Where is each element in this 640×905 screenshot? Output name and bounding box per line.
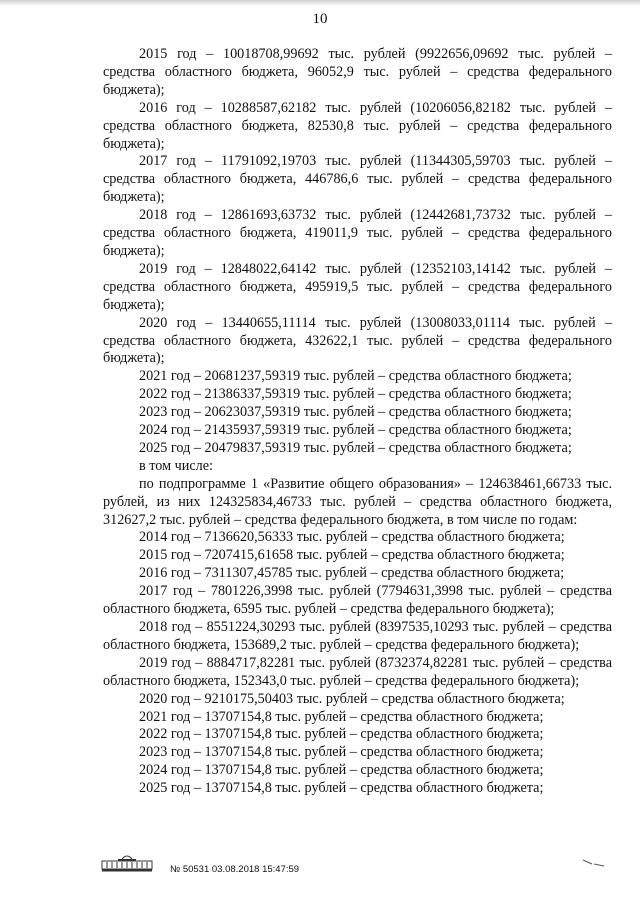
page-footer <box>0 838 640 898</box>
paragraph: 2016 год – 10288587,62182 тыс. рублей (10206056,82182 тыс. рублей – средства областного бюджета, 82530,8 тыс. рублей – средства федерального бюджета); <box>103 99 612 152</box>
paragraph: 2017 год – 11791092,19703 тыс. рублей (11344305,59703 тыс. рублей – средства областного бюджета, 446786,6 тыс. рублей – средства федерального бюджета); <box>103 153 612 206</box>
paragraph: 2018 год – 8551224,30293 тыс. рублей (8397535,10293 тыс. рублей – средства областного бюджета, 153689,2 тыс. рублей – средства федерального бюджета); <box>103 619 612 653</box>
paragraph: 2023 год – 20623037,59319 тыс. рублей – средства областного бюджета; <box>139 404 572 421</box>
registration-stamp: № 50531 03.08.2018 15:47:59 <box>170 864 300 875</box>
paragraph: 2017 год – 7801226,3998 тыс. рублей (7794631,3998 тыс. рублей – средства областного бюджета, 6595 тыс. рублей – средства федерального бюджета); <box>103 583 612 618</box>
paragraph: 2025 год – 20479837,59319 тыс. рублей – средства областного бюджета; <box>139 439 572 456</box>
paragraph: 2025 год – 13707154,8 тыс. рублей – средства областного бюджета; <box>139 780 544 797</box>
paragraph: 2022 год – 13707154,8 тыс. рублей – средства областного бюджета; <box>139 726 544 743</box>
scan-top-edge <box>0 0 640 6</box>
paragraph: по подпрограмме 1 «Развитие общего образования» – 124638461,66733 тыс. рублей, из них 124325834,46733 тыс. рублей – средства областного бюджета, 312627,2 тыс. рублей – средства федерального бюджета, в том числе по годам: <box>103 475 612 528</box>
paragraph: 2019 год – 12848022,64142 тыс. рублей (12352103,14142 тыс. рублей – средства областного бюджета, 495919,5 тыс. рублей – средства федерального бюджета); <box>103 260 612 313</box>
paragraph: 2024 год – 21435937,59319 тыс. рублей – средства областного бюджета; <box>139 422 572 439</box>
paragraph: 2020 год – 13440655,11114 тыс. рублей (13008033,01114 тыс. рублей – средства областного бюджета, 432622,1 тыс. рублей – средства федерального бюджета); <box>103 314 612 367</box>
paragraph: 2021 год – 13707154,8 тыс. рублей – средства областного бюджета; <box>139 708 544 725</box>
page-number: 10 <box>312 11 328 27</box>
paragraph: 2014 год – 7136620,56333 тыс. рублей – средства областного бюджета; <box>139 529 565 546</box>
paragraph: 2022 год – 21386337,59319 тыс. рублей – средства областного бюджета; <box>139 386 572 403</box>
pen-mark-icon <box>582 858 606 868</box>
paragraph: 2024 год – 13707154,8 тыс. рублей – средства областного бюджета; <box>139 762 544 779</box>
paragraph: 2021 год – 20681237,59319 тыс. рублей – средства областного бюджета; <box>139 368 572 385</box>
document-body <box>103 46 612 798</box>
paragraph: 2015 год – 7207415,61658 тыс. рублей – средства областного бюджета; <box>139 547 565 564</box>
paragraph: 2015 год – 10018708,99692 тыс. рублей (9922656,09692 тыс. рублей – средства областного бюджета, 96052,9 тыс. рублей – средства федерального бюджета); <box>103 46 612 98</box>
paragraph: в том числе: <box>139 457 213 474</box>
paragraph: 2016 год – 7311307,45785 тыс. рублей – средства областного бюджета; <box>139 565 565 582</box>
paragraph: 2020 год – 9210175,50403 тыс. рублей – средства областного бюджета; <box>139 690 565 707</box>
paragraph: 2018 год – 12861693,63732 тыс. рублей (12442681,73732 тыс. рублей – средства областного бюджета, 419011,9 тыс. рублей – средства федерального бюджета); <box>103 207 612 259</box>
building-seal-icon <box>100 852 154 872</box>
paragraph: 2023 год – 13707154,8 тыс. рублей – средства областного бюджета; <box>139 744 544 761</box>
paragraph: 2019 год – 8884717,82281 тыс. рублей (8732374,82281 тыс. рублей – средства областного бюджета, 152343,0 тыс. рублей – средства федерального бюджета); <box>103 654 612 689</box>
